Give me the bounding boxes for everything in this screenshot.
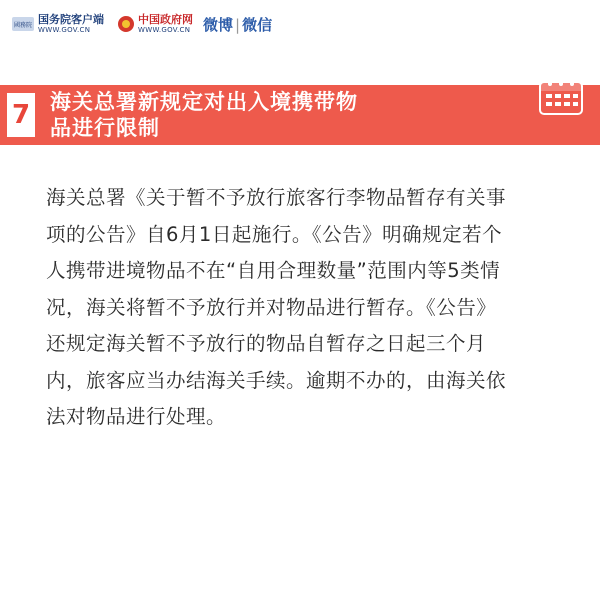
social-links bbox=[203, 14, 272, 35]
body-line-6: 内，旅客应当办结海关手续。逾期不办的，由海关依 bbox=[46, 368, 507, 392]
section-title-line-1: 海关总署新规定对出入境携带物 bbox=[50, 90, 358, 114]
state-council-logo-icon bbox=[12, 17, 34, 31]
section-number: 7 bbox=[7, 93, 35, 137]
article-body bbox=[46, 180, 566, 436]
app-url: WWW.GOV.CN bbox=[38, 26, 91, 34]
body-line-7: 法对物品进行处理。 bbox=[46, 405, 227, 428]
weixin-link[interactable]: 微信 bbox=[242, 15, 273, 34]
logo-mark-text: 國務院 bbox=[14, 22, 33, 29]
body-line-1: 海关总署《关于暂不予放行旅客行李物品暂存有关事 bbox=[46, 186, 507, 209]
gov-site-logo bbox=[138, 14, 193, 34]
gov-site-name: 中国政府网 bbox=[138, 13, 193, 26]
social-separator: | bbox=[235, 15, 241, 34]
section-title-line-2: 品进行限制 bbox=[50, 116, 160, 140]
body-line-4: 况，海关将暂不予放行并对物品进行暂存。《公告》 bbox=[46, 295, 497, 319]
app-name: 国务院客户端 bbox=[38, 13, 104, 26]
body-line-3: 人携带进境物品不在“自用合理数量”范围内等5类情 bbox=[46, 259, 501, 282]
gov-site-url: WWW.GOV.CN bbox=[138, 26, 191, 34]
body-line-5: 还规定海关暂不予放行的物品自暂存之日起三个月 bbox=[46, 332, 487, 355]
national-emblem-icon bbox=[118, 16, 134, 32]
weibo-link[interactable]: 微博 bbox=[203, 15, 234, 34]
section-banner bbox=[0, 85, 600, 145]
section-title bbox=[50, 89, 510, 141]
calendar-icon bbox=[538, 72, 586, 116]
state-council-logo bbox=[12, 14, 104, 34]
header-bar bbox=[0, 0, 600, 48]
body-line-2: 项的公告》自6月1日起施行。《公告》明确规定若个 bbox=[46, 222, 503, 246]
